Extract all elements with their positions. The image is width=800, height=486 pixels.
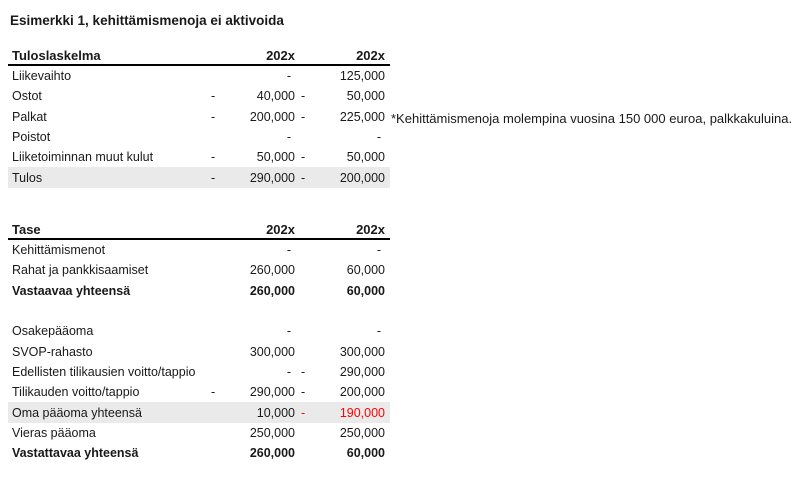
amount-cell [301, 89, 385, 103]
amount-value: 200,000 [339, 170, 385, 185]
row-label: Edellisten tilikausien voitto/tappio [12, 364, 196, 379]
table-row [8, 240, 390, 260]
amount-cell [211, 130, 295, 144]
amount-value: 60,000 [346, 446, 385, 461]
table-row [8, 127, 390, 147]
table-header-row [8, 221, 390, 240]
row-label: Osakepääoma [12, 324, 94, 339]
amount-value: - [376, 130, 381, 145]
row-label: Palkat [12, 109, 47, 124]
table-title: Tuloslaskelma [12, 48, 101, 63]
amount-value: 50,000 [346, 150, 385, 165]
amount-cell [211, 89, 295, 103]
year-column-header [301, 222, 385, 237]
amount-value: 50,000 [346, 89, 385, 104]
table-row [8, 402, 390, 422]
table-title: Tase [12, 222, 41, 237]
row-label: SVOP-rahasto [12, 344, 93, 359]
year-column-header [301, 48, 385, 63]
negative-sign: - [301, 89, 306, 104]
amount-value: 200,000 [249, 109, 295, 124]
amount-cell [301, 69, 385, 83]
row-label: Oma pääoma yhteensä [12, 405, 142, 420]
amount-cell [211, 110, 295, 124]
amount-cell [301, 243, 385, 257]
amount-value: - [376, 243, 381, 258]
table-row [8, 281, 390, 301]
negative-sign: - [211, 109, 216, 124]
row-label: Rahat ja pankkisaamiset [12, 263, 149, 278]
row-label: Ostot [12, 89, 42, 104]
amount-value: 10,000 [256, 405, 295, 420]
row-label: Kehittämismenot [12, 243, 106, 258]
table-header-row [8, 47, 390, 66]
amount-value: 250,000 [339, 425, 385, 440]
page-title: Esimerkki 1, kehittämismenoja ei aktivoida [10, 13, 284, 28]
footnote: *Kehittämismenoja molempina vuosina 150 000 euroa, palkkakuluina. [391, 111, 793, 126]
year-column-header [211, 48, 295, 63]
amount-value: 300,000 [339, 344, 385, 359]
table-row [8, 443, 390, 463]
amount-cell [211, 171, 295, 185]
negative-sign: - [211, 170, 216, 185]
table-row [8, 423, 390, 443]
row-label: Liiketoiminnan muut kulut [12, 150, 154, 165]
year-label: 202x [266, 222, 295, 237]
amount-value: 200,000 [339, 385, 385, 400]
negative-sign: - [301, 364, 306, 379]
table-row [8, 260, 390, 280]
amount-cell [211, 426, 295, 440]
amount-value: 125,000 [339, 69, 385, 84]
amount-value: 50,000 [256, 150, 295, 165]
balance-sheet-table [8, 221, 390, 463]
year-label: 202x [266, 48, 295, 63]
amount-cell [301, 263, 385, 277]
negative-sign: - [301, 170, 306, 185]
table-row [8, 341, 390, 361]
amount-cell [301, 345, 385, 359]
year-label: 202x [356, 222, 385, 237]
amount-value: 290,000 [339, 364, 385, 379]
amount-cell [211, 365, 295, 379]
row-label: Vieras pääoma [12, 425, 96, 440]
amount-value: 290,000 [249, 170, 295, 185]
amount-cell [301, 406, 385, 420]
amount-cell [211, 263, 295, 277]
table-row [8, 107, 390, 127]
amount-cell [211, 406, 295, 420]
amount-cell [211, 243, 295, 257]
table-row [8, 362, 390, 382]
amount-cell [301, 385, 385, 399]
amount-value: 250,000 [249, 425, 295, 440]
amount-cell [211, 69, 295, 83]
amount-cell [301, 284, 385, 298]
amount-cell [301, 426, 385, 440]
amount-value: - [286, 324, 291, 339]
row-label: Poistot [12, 130, 51, 145]
amount-value: - [286, 69, 291, 84]
amount-value: 300,000 [249, 344, 295, 359]
year-label: 202x [356, 48, 385, 63]
amount-value: - [286, 130, 291, 145]
amount-value: 260,000 [249, 263, 295, 278]
amount-cell [301, 324, 385, 338]
negative-sign: - [301, 150, 306, 165]
amount-value: - [376, 324, 381, 339]
negative-sign: - [301, 109, 306, 124]
row-label: Liikevaihto [12, 69, 72, 84]
year-column-header [211, 222, 295, 237]
amount-value: 260,000 [249, 283, 295, 298]
amount-value: 60,000 [346, 283, 385, 298]
income-statement-table [8, 47, 390, 188]
row-label: Vastattavaa yhteensä [12, 446, 139, 461]
amount-value: 190,000 [339, 405, 385, 420]
amount-cell [211, 385, 295, 399]
negative-sign: - [211, 150, 216, 165]
amount-cell [301, 110, 385, 124]
row-label: Tilikauden voitto/tappio [12, 385, 140, 400]
negative-sign: - [301, 385, 306, 400]
amount-cell [301, 446, 385, 460]
negative-sign: - [211, 89, 216, 104]
amount-cell [211, 150, 295, 164]
amount-cell [301, 150, 385, 164]
table-row [8, 66, 390, 86]
negative-sign: - [301, 405, 306, 420]
table-row [8, 321, 390, 341]
amount-cell [211, 284, 295, 298]
amount-value: 60,000 [346, 263, 385, 278]
amount-value: 225,000 [339, 109, 385, 124]
negative-sign: - [211, 385, 216, 400]
table-row [8, 167, 390, 187]
amount-cell [301, 130, 385, 144]
row-label: Vastaavaa yhteensä [12, 283, 131, 298]
table-row [8, 147, 390, 167]
amount-value: 290,000 [249, 385, 295, 400]
amount-value: - [286, 364, 291, 379]
table-row [8, 382, 390, 402]
amount-value: 260,000 [249, 446, 295, 461]
table-row [8, 86, 390, 106]
amount-cell [301, 365, 385, 379]
amount-cell [301, 171, 385, 185]
amount-cell [211, 446, 295, 460]
blank-row [8, 301, 390, 321]
amount-value: 40,000 [256, 89, 295, 104]
amount-value: - [286, 243, 291, 258]
amount-cell [211, 345, 295, 359]
amount-cell [211, 324, 295, 338]
row-label: Tulos [12, 170, 43, 185]
